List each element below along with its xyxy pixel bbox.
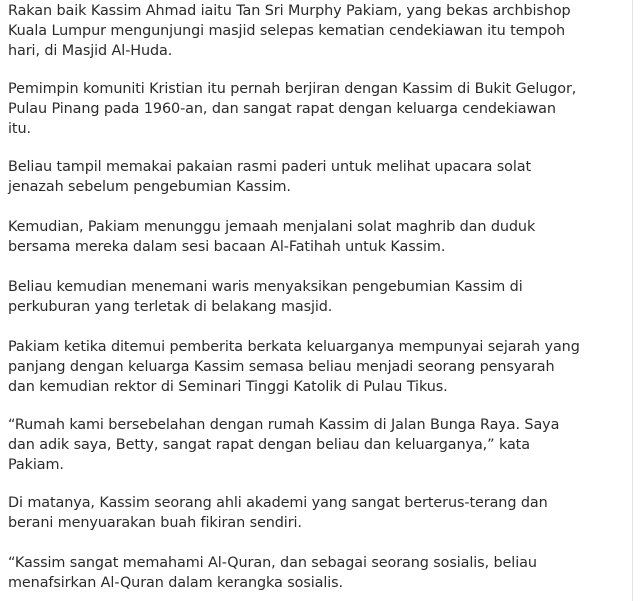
- paragraph-line: Pakiam.: [8, 457, 64, 473]
- paragraph-line: dan kemudian rektor di Seminari Tinggi Katolik di Pulau Tikus.: [8, 379, 448, 395]
- paragraph-line: dan adik saya, Betty, sangat rapat dengan beliau dan keluarganya,” kata: [8, 437, 530, 453]
- paragraph-line: menafsirkan Al-Quran dalam kerangka sosialis.: [8, 575, 344, 591]
- paragraph-line: “Kassim sangat memahami Al-Quran, dan sebagai seorang sosialis, beliau: [8, 555, 537, 571]
- paragraph-4: [8, 217, 618, 257]
- paragraph-line: Beliau tampil memakai pakaian rasmi paderi untuk melihat upacara solat: [8, 159, 532, 175]
- paragraph-7: [8, 415, 618, 475]
- paragraph-line: “Rumah kami bersebelahan dengan rumah Kassim di Jalan Bunga Raya. Saya: [8, 417, 560, 433]
- paragraph-line: panjang dengan keluarga Kassim semasa beliau menjadi seorang pensyarah: [8, 359, 555, 375]
- paragraph-line: bersama mereka dalam sesi bacaan Al-Fatihah untuk Kassim.: [8, 239, 446, 255]
- paragraph-line: berani menyuarakan buah fikiran sendiri.: [8, 515, 302, 531]
- paragraph-1: [8, 1, 618, 61]
- paragraph-line: hari, di Masjid Al-Huda.: [8, 43, 173, 59]
- paragraph-9: [8, 553, 618, 593]
- paragraph-8: [8, 493, 618, 533]
- paragraph-line: perkuburan yang terletak di belakang masjid.: [8, 299, 333, 315]
- paragraph-line: Kuala Lumpur mengunjungi masjid selepas kematian cendekiawan itu tempoh: [8, 23, 566, 39]
- paragraph-line: jenazah sebelum pengebumian Kassim.: [8, 179, 291, 195]
- paragraph-3: [8, 157, 618, 197]
- paragraph-line: Di matanya, Kassim seorang ahli akademi yang sangat berterus-terang dan: [8, 495, 548, 511]
- right-edge-divider: [632, 0, 633, 601]
- paragraph-line: Pulau Pinang pada 1960-an, dan sangat rapat dengan keluarga cendekiawan: [8, 101, 556, 117]
- paragraph-line: Beliau kemudian menemani waris menyaksikan pengebumian Kassim di: [8, 279, 523, 295]
- paragraph-line: Rakan baik Kassim Ahmad iaitu Tan Sri Murphy Pakiam, yang bekas archbishop: [8, 3, 571, 19]
- paragraph-line: Pemimpin komuniti Kristian itu pernah berjiran dengan Kassim di Bukit Gelugor,: [8, 81, 577, 97]
- paragraph-2: [8, 79, 618, 139]
- paragraph-line: Pakiam ketika ditemui pemberita berkata keluarganya mempunyai sejarah yang: [8, 339, 580, 355]
- paragraph-line: Kemudian, Pakiam menunggu jemaah menjalani solat maghrib dan duduk: [8, 219, 536, 235]
- paragraph-5: [8, 277, 618, 317]
- paragraph-6: [8, 337, 618, 397]
- paragraph-line: itu.: [8, 121, 31, 137]
